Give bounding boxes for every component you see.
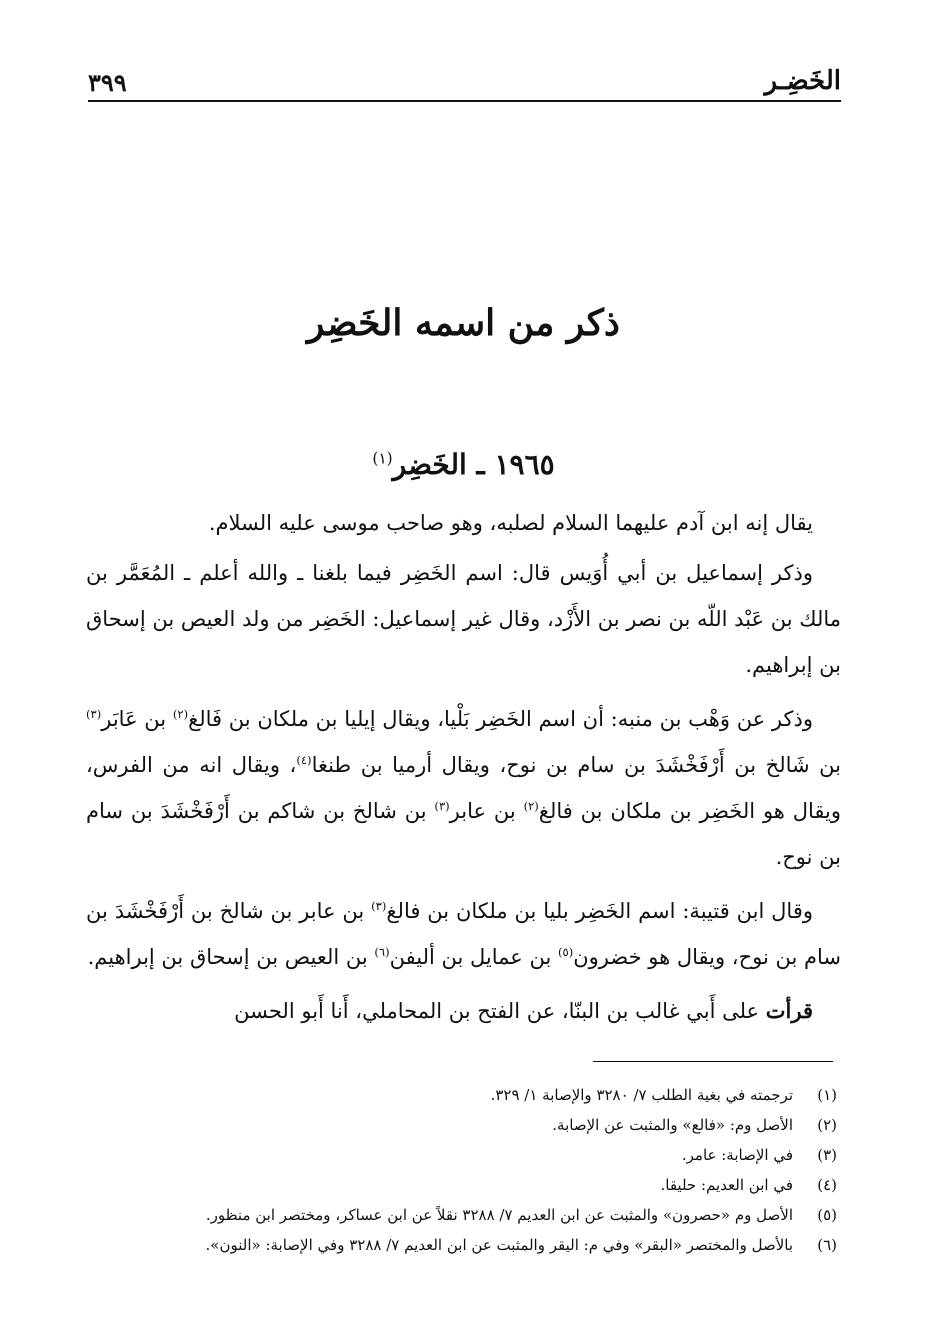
entry-heading xyxy=(0,448,927,481)
text-span: بن عمايل بن أليفن xyxy=(389,945,558,969)
footnote-separator xyxy=(593,1061,833,1062)
footnote-number: (٥) xyxy=(817,1206,837,1224)
footnote-number: (٦) xyxy=(817,1236,837,1254)
entry-heading-text: ١٩٦٥ ـ الخَضِر xyxy=(392,448,555,481)
footnote-text: في الإصابة: عامر. xyxy=(681,1146,793,1164)
running-title: الخَضِـر xyxy=(764,66,841,96)
footnote-ref: (٣) xyxy=(434,799,450,813)
paragraph-lead: قرأت xyxy=(765,998,813,1023)
chapter-title: ذكر من اسمه الخَضِر xyxy=(307,302,620,344)
text-span: على أَبي غالب بن البنّا، عن الفتح بن المحاملي، أَنا أَبو الحسن xyxy=(234,999,766,1023)
text-span: بن عابر xyxy=(449,799,524,823)
footnote-text: الأصل وم «حصرون» والمثبت عن ابن العديم ٧/ ٣٢٨٨ نقلاً عن ابن عساكر، ومختصر ابن منظور. xyxy=(205,1206,793,1224)
footnotes xyxy=(90,1080,837,1260)
footnote xyxy=(90,1170,837,1200)
paragraph-1: يقال إنه ابن آدم عليهما السلام لصلبه، وهو صاحب موسى عليه السلام. xyxy=(208,511,813,535)
footnote-ref: (٤) xyxy=(296,753,312,767)
footnote xyxy=(90,1080,837,1110)
footnote-ref: (٥) xyxy=(558,945,574,959)
footnote-text: بالأصل والمختصر «البقر» وفي م: اليقر والمثبت عن ابن العديم ٧/ ٣٢٨٨ وفي الإصابة: «النون». xyxy=(205,1236,793,1254)
paragraph-5 xyxy=(86,988,841,1034)
footnote-ref: (١) xyxy=(372,449,393,468)
footnote-ref: (٣) xyxy=(86,707,102,721)
footnote xyxy=(90,1110,837,1140)
text-span: بن العيص بن إسحاق بن إبراهيم. xyxy=(87,945,375,969)
footnote-ref: (٢) xyxy=(523,799,539,813)
text-span: بن عَابَر xyxy=(101,707,173,731)
text-span: وذكر عن وَهْب بن منبه: أن اسم الخَضِر بَلْيا، ويقال إيليا بن ملكان بن فَالغ xyxy=(188,707,813,731)
footnote-text: الأصل وم: «فالع» والمثبت عن الإصابة. xyxy=(552,1116,793,1134)
text-span: وقال ابن قتيبة: اسم الخَضِر بليا بن ملكان بن فالغ xyxy=(386,899,814,923)
page-number: ٣٩٩ xyxy=(88,68,127,97)
footnote-ref: (٦) xyxy=(374,945,390,959)
footnote-number: (٢) xyxy=(817,1116,837,1134)
paragraph-4 xyxy=(86,888,841,980)
footnote-text: ترجمته في بغية الطلب ٧/ ٣٢٨٠ والإصابة ١/ ٣٢٩. xyxy=(490,1086,793,1104)
footnote-number: (٤) xyxy=(817,1176,837,1194)
paragraph-3 xyxy=(86,696,841,880)
body-text xyxy=(86,500,841,1042)
paragraph-2: وذكر إسماعيل بن أبي أُوَيس قال: اسم الخَضِر فيما بلغنا ـ والله أعلم ـ المُعَمَّر بن مالك بن عَبْد اللّه بن نصر بن الأَزْد، وقال غير إسماعيل: الخَضِر من ولد العيص بن إسحاق بن إبراهيم. xyxy=(86,561,841,677)
text-span: بن عابر بن شالخ بن أَرْفَخْشَدَ بن سام بن نوح، ويقال هو خضرون xyxy=(86,899,841,969)
footnote xyxy=(90,1230,837,1260)
text-span: ، ويقال انه من الفرس، ويقال هو الخَضِر بن ملكان بن فالغ xyxy=(86,753,841,823)
footnote-number: (٣) xyxy=(817,1146,837,1164)
page-header xyxy=(88,62,841,102)
footnote-ref: (٣) xyxy=(371,899,387,913)
footnote xyxy=(90,1140,837,1170)
footnote-text: في ابن العديم: حليقا. xyxy=(660,1176,793,1194)
footnote-ref: (٢) xyxy=(172,707,189,721)
text-span: بن شالخ بن شاكم بن أَرْفَخْشَدَ بن سام بن نوح. xyxy=(86,799,841,869)
footnote xyxy=(90,1200,837,1230)
footnote-number: (١) xyxy=(817,1086,837,1104)
text-span: بن شَالخ بن أَرْفَخْشَدَ بن سام بن نوح، ويقال أرميا بن طنغا xyxy=(311,753,841,777)
